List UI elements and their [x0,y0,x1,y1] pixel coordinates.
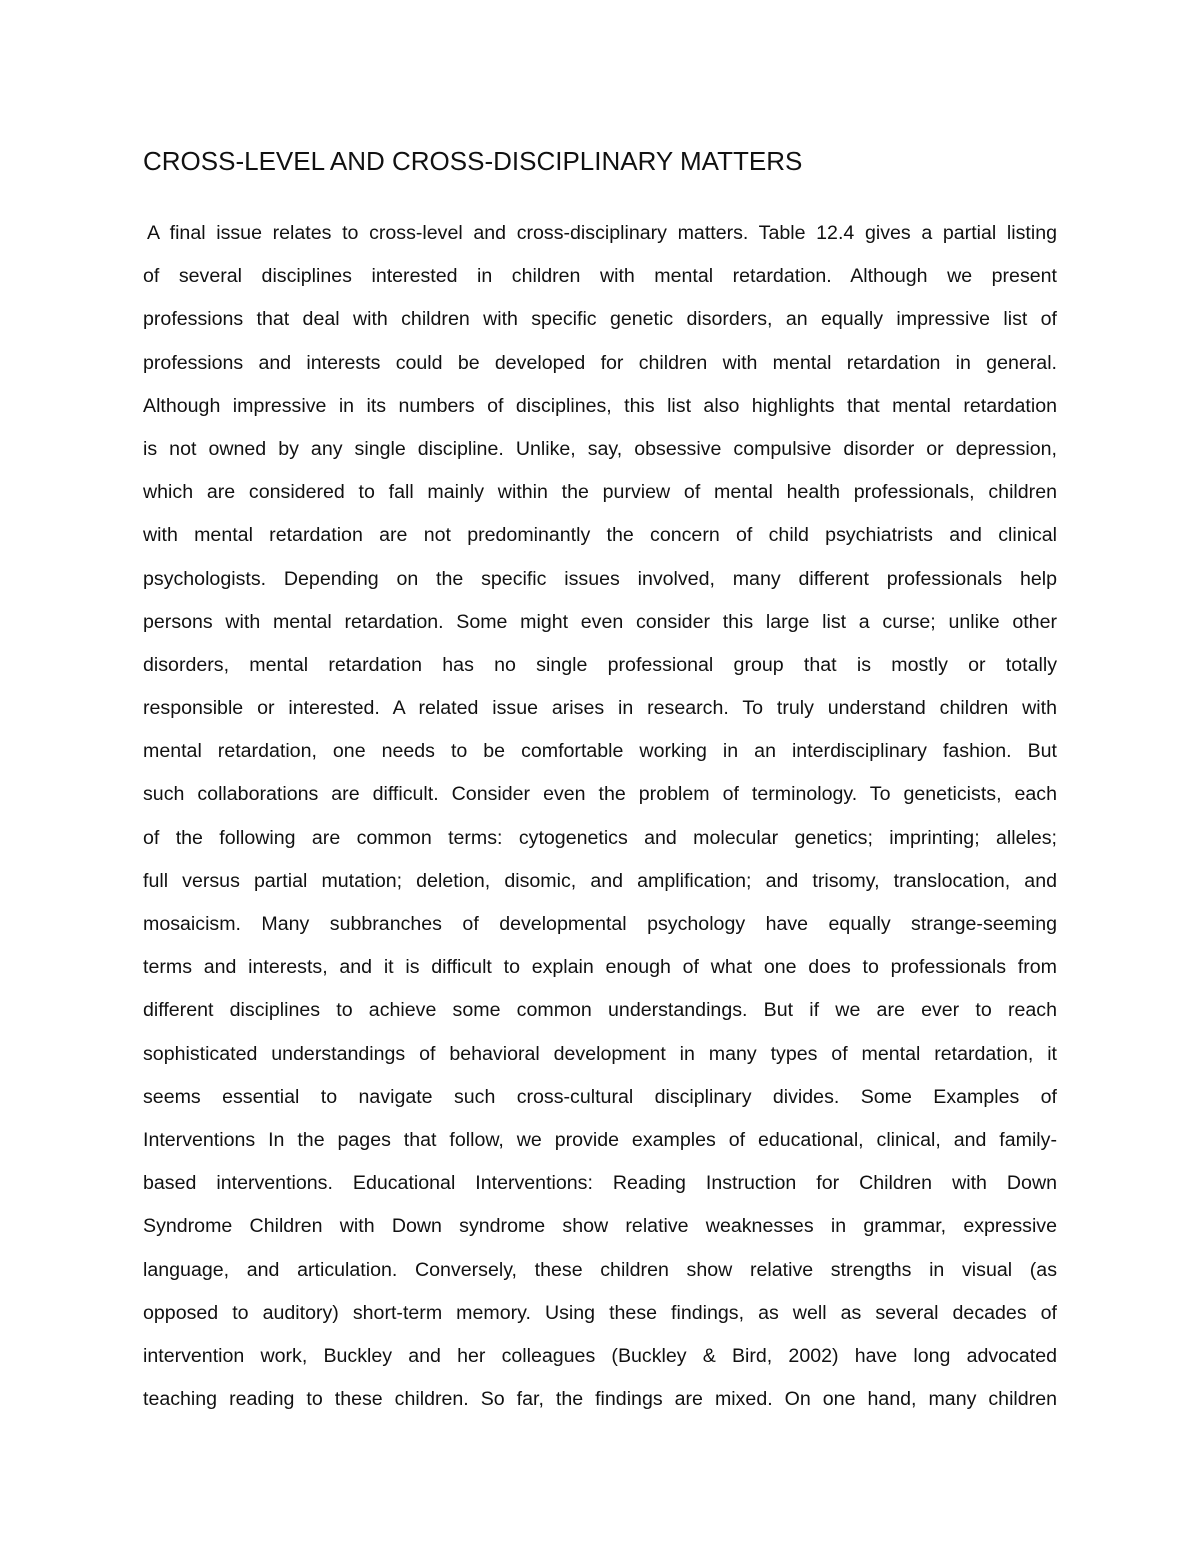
text-line: responsible or interested. A related issue arises in research. To truly understand children with [143,697,1057,720]
text-line: persons with mental retardation. Some might even consider this large list a curse; unlike other [143,610,1057,633]
text-line: with mental retardation are not predominantly the concern of child psychiatrists and clinical [143,524,1057,547]
text-line: mental retardation, one needs to be comfortable working in an interdisciplinary fashion. But [143,740,1057,763]
text-line: Interventions In the pages that follow, we provide examples of educational, clinical, and family- [143,1128,1057,1151]
text-line: A final issue relates to cross-level and cross-disciplinary matters. Table 12.4 gives a partial listing [147,222,1057,244]
page-title: CROSS-LEVEL AND CROSS-DISCIPLINARY MATTERS [143,146,803,176]
text-line: Although impressive in its numbers of disciplines, this list also highlights that mental retardation [143,394,1057,417]
text-line: psychologists. Depending on the specific issues involved, many different professionals help [143,567,1057,590]
text-line: terms and interests, and it is difficult to explain enough of what one does to professionals from [143,956,1057,979]
text-line: such collaborations are difficult. Consider even the problem of terminology. To geneticists, each [143,783,1057,806]
text-line: which are considered to fall mainly within the purview of mental health professionals, children [143,481,1057,504]
text-line: professions and interests could be developed for children with mental retardation in general. [143,351,1057,374]
text-line: sophisticated understandings of behavioral development in many types of mental retardation, it [143,1042,1057,1065]
text-line: Syndrome Children with Down syndrome show relative weaknesses in grammar, expressive [143,1215,1057,1238]
body-paragraph [143,212,1057,1421]
text-line: language, and articulation. Conversely, these children show relative strengths in visual (as [143,1258,1057,1281]
text-line: of several disciplines interested in children with mental retardation. Although we present [143,265,1057,288]
text-line: intervention work, Buckley and her colleagues (Buckley & Bird, 2002) have long advocated [143,1344,1057,1367]
text-line: seems essential to navigate such cross-cultural disciplinary divides. Some Examples of [143,1085,1057,1108]
text-line: disorders, mental retardation has no single professional group that is mostly or totally [143,653,1057,676]
text-line: different disciplines to achieve some common understandings. But if we are ever to reach [143,999,1057,1022]
text-line: opposed to auditory) short-term memory. Using these findings, as well as several decades of [143,1301,1057,1324]
text-line: of the following are common terms: cytogenetics and molecular genetics; imprinting; alleles; [143,826,1057,849]
text-line: full versus partial mutation; deletion, disomic, and amplification; and trisomy, translocation, and [143,869,1057,892]
text-line: mosaicism. Many subbranches of developmental psychology have equally strange-seeming [143,913,1057,935]
text-line: is not owned by any single discipline. Unlike, say, obsessive compulsive disorder or depression, [143,437,1057,460]
text-line: based interventions. Educational Interventions: Reading Instruction for Children with Down [143,1172,1057,1195]
text-line: teaching reading to these children. So far, the findings are mixed. On one hand, many children [143,1388,1057,1411]
text-line: professions that deal with children with specific genetic disorders, an equally impressive list of [143,308,1057,331]
